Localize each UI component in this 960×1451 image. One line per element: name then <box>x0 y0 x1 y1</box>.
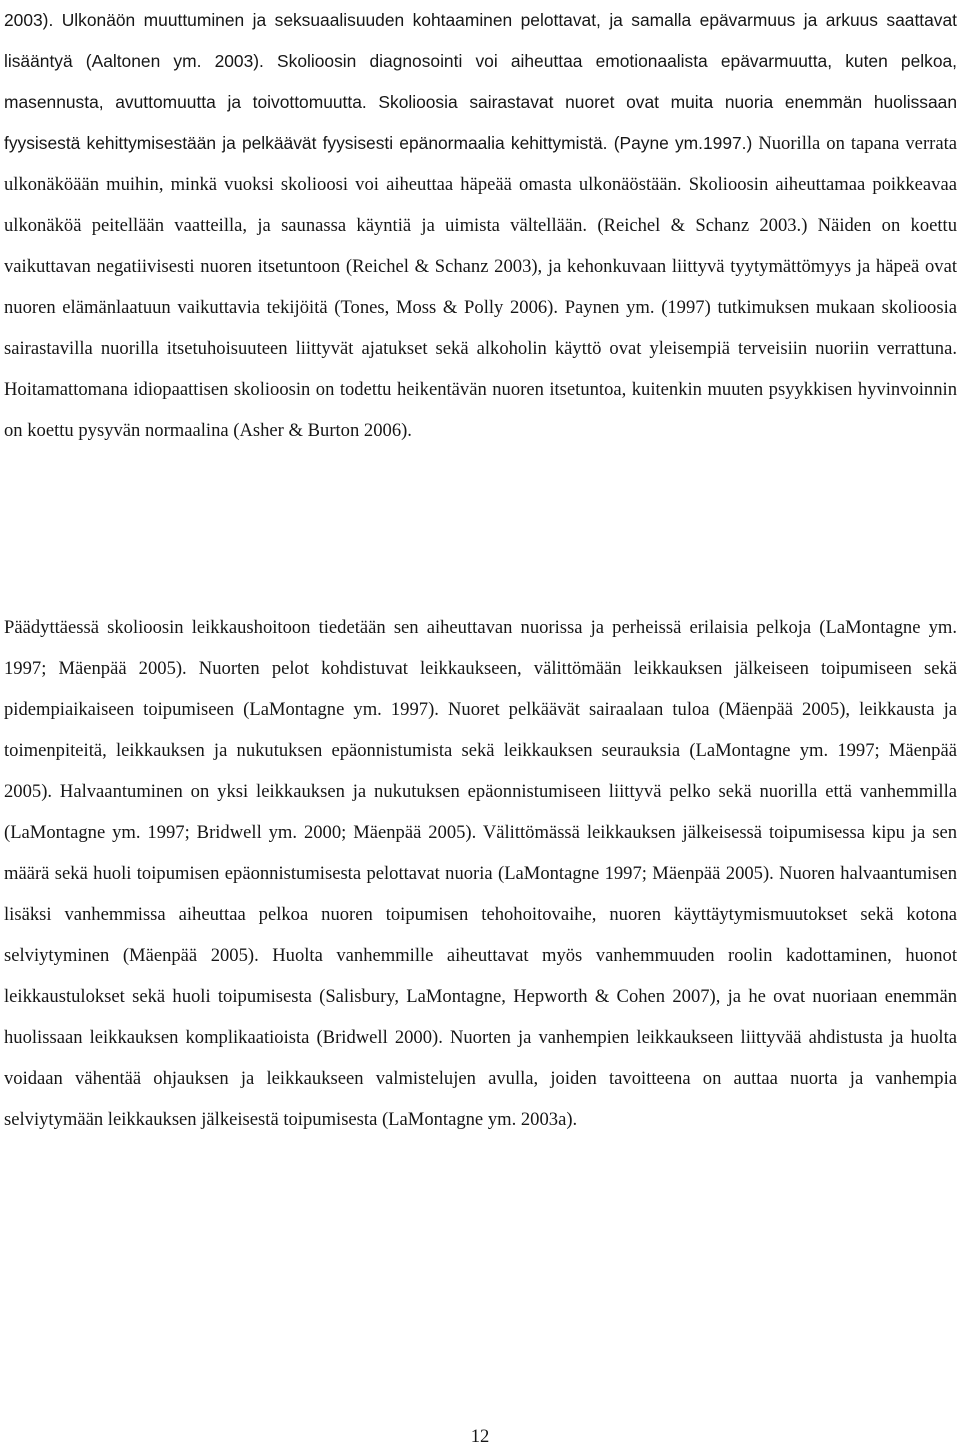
body-paragraph-1 <box>4 0 957 451</box>
page-number: 12 <box>470 1426 490 1447</box>
paragraph-1-lead-text: 2003). Ulkonäön muuttuminen ja seksuaalisuuden kohtaaminen pelottavat, ja samalla epävarmuus ja arkuus saattavat lisääntyä (Aaltonen ym. 2003). Skolioosin diagnosointi voi aiheuttaa emotionaalista epävarmuutta, kuten pelkoa, masennusta, avuttomuutta ja toivottomuutta. Skolioosia sairastavat nuoret ovat muita nuoria enemmän huolissaan fyysisestä kehittymisestään ja pelkäävät fyysisesti epänormaalia kehittymistä. (Payne ym.1997.) <box>4 10 957 153</box>
paragraph-1-text: Nuorilla on tapana verrata ulkonäköään muihin, minkä vuoksi skolioosi voi aiheuttaa häpeää omasta ulkonäöstään. Skolioosin aiheuttamaa poikkeavaa ulkonäköä peitellään vaatteilla, ja saunassa käyntiä ja uimista vältellään. (Reichel & Schanz 2003.) Näiden on koettu vaikuttavan negatiivisesti nuoren itsetuntoon (Reichel & Schanz 2003), ja kehonkuvaan liittyvä tyytymättömyys ja häpeä ovat nuoren elämänlaatuun vaikuttavia tekijöitä (Tones, Moss & Polly 2006). Paynen ym. (1997) tutkimuksen mukaan skolioosia sairastavilla nuorilla itsetuhoisuuteen liittyvät ajatukset sekä alkoholin käyttö ovat yleisempiä terveisiin nuoriin verrattuna. Hoitamattomana idiopaattisen skolioosin on todettu heikentävän nuoren itsetuntoa, kuitenkin muuten psyykkisen hyvinvoinnin on koettu pysyvän normaalina (Asher & Burton 2006). <box>4 133 957 441</box>
body-paragraph-2: Päädyttäessä skolioosin leikkaushoitoon tiedetään sen aiheuttavan nuorissa ja perheissä erilaisia pelkoja (LaMontagne ym. 1997; Mäenpää 2005). Nuorten pelot kohdistuvat leikkaukseen, välittömään leikkauksen jälkeiseen toipumiseen sekä pidempiaikaiseen toipumiseen (LaMontagne ym. 1997). Nuoret pelkäävät sairaalaan tuloa (Mäenpää 2005), leikkausta ja toimenpiteitä, leikkauksen ja nukutuksen epäonnistumista sekä leikkauksen seurauksia (LaMontagne ym. 1997; Mäenpää 2005). Halvaantuminen on yksi leikkauksen ja nukutuksen epäonnistumiseen liittyvä pelko sekä nuorilla että vanhemmilla (LaMontagne ym. 1997; Bridwell ym. 2000; Mäenpää 2005). Välittömässä leikkauksen jälkeisessä toipumisessa kipu ja sen määrä sekä huoli toipumisen epäonnistumisesta pelottavat nuoria (LaMontagne 1997; Mäenpää 2005). Nuoren halvaantumisen lisäksi vanhemmissa aiheuttaa pelkoa nuoren toipumisen tehohoitovaihe, nuoren käyttäytymismuutokset sekä kotona selviytyminen (Mäenpää 2005). Huolta vanhemmille aiheuttavat myös vanhemmuuden roolin kadottaminen, huonot leikkaustulokset sekä huoli toipumisesta (Salisbury, LaMontagne, Hepworth & Cohen 2007), ja he ovat nuoriaan enemmän huolissaan leikkauksen komplikaatioista (Bridwell 2000). Nuorten ja vanhempien leikkaukseen liittyvää ahdistusta ja huolta voidaan vähentää ohjauksen ja leikkaukseen valmistelujen avulla, joiden tavoitteena on auttaa nuorta ja vanhempia selviytymään leikkauksen jälkeisestä toipumisesta (LaMontagne ym. 2003a). <box>4 617 957 1130</box>
